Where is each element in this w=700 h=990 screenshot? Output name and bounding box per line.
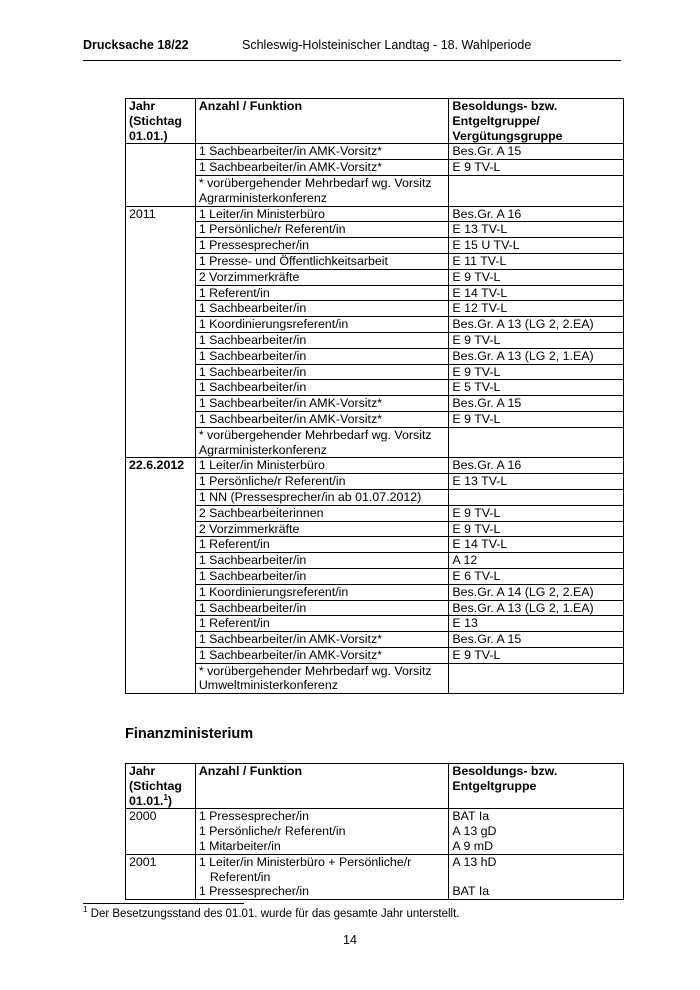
grade-cell [449,489,624,505]
footnote-divider [83,903,244,904]
grade-cell: E 15 U TV-L [449,238,624,254]
year-cell: 2000 [126,809,196,854]
table-row [126,647,624,663]
table-row [126,568,624,584]
table-row [126,505,624,521]
table-row [126,238,624,254]
function-cell: 1 Pressesprecher/in [195,238,449,254]
grade-cell: E 9 TV-L [449,647,624,663]
grade-cell: Bes.Gr. A 14 (LG 2, 2.EA) [449,584,624,600]
grade-cell: E 9 TV-L [449,505,624,521]
grade-cell: Bes.Gr. A 15 [449,144,624,160]
function-cell: 1 Persönliche/r Referent/in [195,222,449,238]
function-cell: * vorübergehender Mehrbedarf wg. Vorsitz Agrarministerkonferenz [195,175,449,206]
table-row [126,458,624,474]
table-row [126,144,624,160]
function-cell: 1 Sachbearbeiter/in [195,553,449,569]
grade-cell: Bes.Gr. A 16 [449,458,624,474]
grade-cell: E 13 [449,616,624,632]
function-cell: 1 Sachbearbeiter/in [195,332,449,348]
table-row [126,663,624,694]
table-row [126,616,624,632]
function-cell: 1 Sachbearbeiter/in [195,600,449,616]
footnote: $^1$ Der Besetzungsstand des 01.01. wurde für das gesamte Jahr unterstellt. [83,905,460,920]
function-cell: * vorübergehender Mehrbedarf wg. Vorsitz Agrarministerkonferenz [195,427,449,458]
grade-cell: E 14 TV-L [449,285,624,301]
year-cell: 2001 [126,854,196,899]
table-row [126,489,624,505]
column-header-grade: Besoldungs- bzw. Entgeltgruppe/ Vergütungsgruppe [449,99,624,144]
table-row [126,332,624,348]
table-row [126,809,624,854]
table-row [126,553,624,569]
grade-cell: E 9 TV-L [449,364,624,380]
function-cell: 1 Presse- und Öffentlichkeitsarbeit [195,253,449,269]
grade-cell: Bes.Gr. A 13 (LG 2, 2.EA) [449,317,624,333]
section-title: Finanzministerium [125,726,254,742]
grade-cell [449,427,624,458]
table-row [126,348,624,364]
function-cell: 1 Sachbearbeiter/in AMK-Vorsitz* [195,144,449,160]
grade-cell: E 11 TV-L [449,253,624,269]
grade-cell: E 9 TV-L [449,332,624,348]
table-row [126,521,624,537]
grade-cell: E 9 TV-L [449,160,624,176]
grade-cell: E 9 TV-L [449,269,624,285]
table-row [126,269,624,285]
column-header-year: Jahr (Stichtag 01.01.) [126,99,196,144]
function-cell: 1 Sachbearbeiter/in [195,380,449,396]
function-cell: 1 Sachbearbeiter/in AMK-Vorsitz* [195,160,449,176]
table-row [126,411,624,427]
function-cell: 1 Referent/in [195,537,449,553]
page-header [83,38,621,61]
grade-cell: Bes.Gr. A 13 (LG 2, 1.EA) [449,600,624,616]
table-row [126,474,624,490]
footnote-mark: 1 [163,792,168,802]
table-row [126,160,624,176]
function-cell: 1 Pressesprecher/in 1 Persönliche/r Referent/in 1 Mitarbeiter/in [195,809,449,854]
table-row [126,222,624,238]
staff-table-body [126,144,624,694]
grade-cell: A 12 [449,553,624,569]
function-cell: 1 Sachbearbeiter/in AMK-Vorsitz* [195,632,449,648]
function-cell: 1 Leiter/in Ministerbüro [195,206,449,222]
table-row [126,632,624,648]
grade-cell: E 6 TV-L [449,568,624,584]
table-row [126,317,624,333]
function-cell: 1 Referent/in [195,616,449,632]
grade-cell: BAT Ia A 13 gD A 9 mD [449,809,624,854]
page-number: 14 [343,933,357,947]
grade-cell: E 9 TV-L [449,411,624,427]
grade-cell: Bes.Gr. A 13 (LG 2, 1.EA) [449,348,624,364]
year-cell [126,144,196,206]
grade-cell: E 13 TV-L [449,474,624,490]
grade-cell: E 12 TV-L [449,301,624,317]
table-row [126,396,624,412]
grade-cell: E 13 TV-L [449,222,624,238]
parliament-title: Schleswig-Holsteinischer Landtag - 18. Wahlperiode [242,38,532,52]
grade-cell: Bes.Gr. A 16 [449,206,624,222]
function-cell: * vorübergehender Mehrbedarf wg. Vorsitz Umweltministerkonferenz [195,663,449,694]
function-cell: 1 Sachbearbeiter/in [195,364,449,380]
table-row [126,285,624,301]
function-cell: 1 Koordinierungsreferent/in [195,317,449,333]
function-cell: 1 Leiter/in Ministerbüro [195,458,449,474]
function-cell: 1 Leiter/in Ministerbüro + Persönliche/r Referent/in 1 Pressesprecher/in [195,854,449,899]
table-row [126,854,624,899]
function-cell: 1 Sachbearbeiter/in AMK-Vorsitz* [195,396,449,412]
function-cell: 1 Koordinierungsreferent/in [195,584,449,600]
grade-cell [449,663,624,694]
grade-cell: E 14 TV-L [449,537,624,553]
staff-table-landwirtschaft [125,98,624,694]
table-row [126,584,624,600]
function-cell: 2 Vorzimmerkräfte [195,521,449,537]
table-row [126,364,624,380]
function-cell: 1 Persönliche/r Referent/in [195,474,449,490]
function-cell: 1 Sachbearbeiter/in AMK-Vorsitz* [195,411,449,427]
grade-cell: E 5 TV-L [449,380,624,396]
column-header-year: Jahr (Stichtag 01.01.$^1$) [126,764,196,809]
function-cell: 1 Sachbearbeiter/in AMK-Vorsitz* [195,647,449,663]
function-cell: 2 Vorzimmerkräfte [195,269,449,285]
table-row [126,600,624,616]
function-cell: 1 Sachbearbeiter/in [195,568,449,584]
table-row [126,301,624,317]
function-cell: 1 Sachbearbeiter/in [195,301,449,317]
table-row [126,253,624,269]
function-cell: 1 NN (Pressesprecher/in ab 01.07.2012) [195,489,449,505]
grade-cell: A 13 hD BAT Ia [449,854,624,899]
grade-cell: E 9 TV-L [449,521,624,537]
year-cell: 22.6.2012 [126,458,196,694]
function-cell: 1 Sachbearbeiter/in [195,348,449,364]
table-row [126,537,624,553]
function-cell: 2 Sachbearbeiterinnen [195,505,449,521]
table-row [126,427,624,458]
function-cell: 1 Referent/in [195,285,449,301]
document-number: Drucksache 18/22 [83,38,189,52]
staff-table-finanzministerium [125,763,624,900]
column-header-function: Anzahl / Funktion [195,99,449,144]
grade-cell: Bes.Gr. A 15 [449,632,624,648]
table-row [126,175,624,206]
table-row [126,206,624,222]
grade-cell [449,175,624,206]
column-header-function: Anzahl / Funktion [195,764,449,809]
year-cell: 2011 [126,206,196,458]
column-header-grade: Besoldungs- bzw. Entgeltgruppe [449,764,624,809]
table-row [126,380,624,396]
grade-cell: Bes.Gr. A 15 [449,396,624,412]
